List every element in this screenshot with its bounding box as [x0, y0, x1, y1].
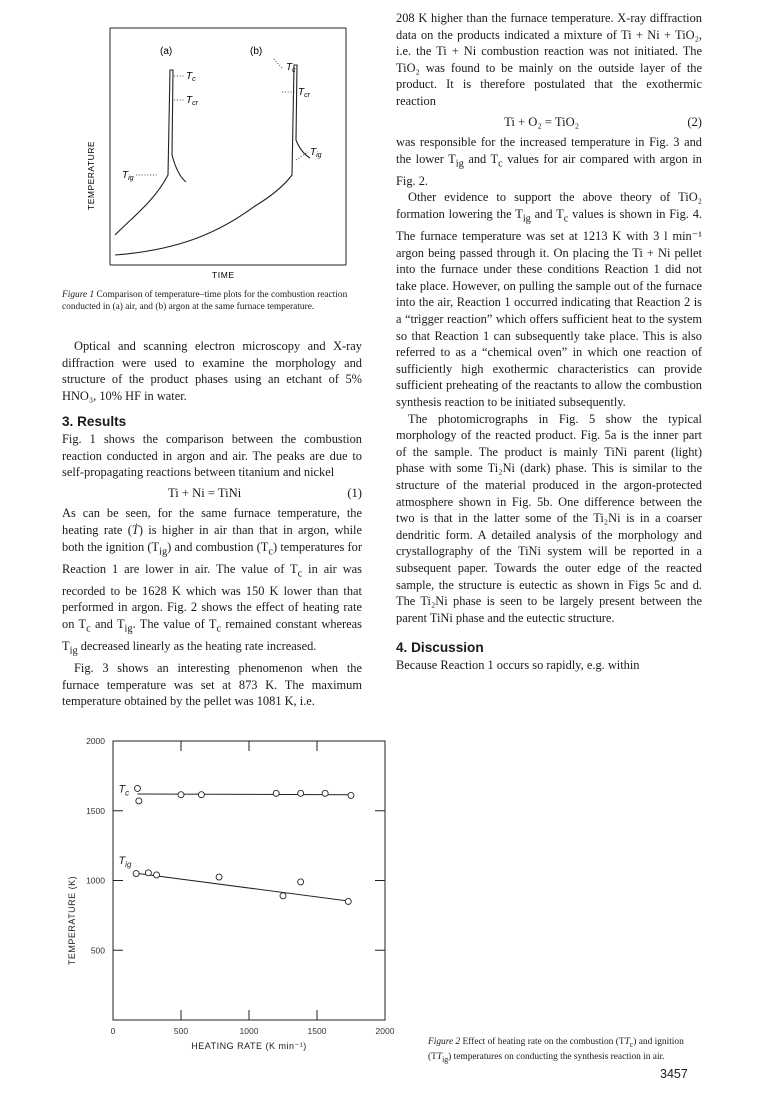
- figure-1: [60, 10, 360, 290]
- series-label-tc: $T_c$: [118, 783, 130, 798]
- data-point-tc: [322, 790, 328, 796]
- x-axis-label: HEATING RATE (K min⁻¹): [191, 1041, 307, 1051]
- data-point-tc: [178, 792, 184, 798]
- data-point-tig: [154, 872, 160, 878]
- figure-2-caption: Figure 2 Effect of heating rate on the combustion $(TT_c)$ and ignition $(TT_{ig})$ temperatures on conducting the synthesis reaction in air.: [428, 1037, 684, 1064]
- x-tick-label: 0: [110, 1026, 116, 1036]
- paragraph-r4: The photomicrographs in Fig. 5 show the typical morphology of the reacted product. Fig. 5a is the inner part of the sample. The product is mainly TiNi parent (light) phase with some Ti₂Ni (dark) phase. This is similar to the structure of the material produced in the argon-protected atmosphere shown in Fig. 5b. One difference between the two is that in the latter some of the Ti₂Ni is in a coarser dendritic form. A detailed analysis of the morphology and crystallography of the TiNi system will be reported in a subsequent paper. Towards the outer edge of the reacted sample, the structure is eutectic as shown in Figs 5c and d. The Ti₂Ni phase is seen to be largely present between the parent TiNi phase and the eutectic structure.: [396, 411, 702, 625]
- data-point-tig: [145, 870, 151, 876]
- fig1-tcr-b: $T_{cr}$: [298, 87, 310, 99]
- x-tick-label: 1000: [239, 1026, 259, 1036]
- paragraph-r5: Because Reaction 1 occurs so rapidly, e.g. within: [396, 657, 640, 672]
- figure-2-chart: [40, 735, 420, 1095]
- fig1-curve-air: [115, 70, 186, 235]
- fig1-tig-a: $T_{ig}$: [122, 170, 134, 182]
- x-tick-label: 500: [173, 1026, 189, 1036]
- plot-frame: [113, 741, 385, 1020]
- page-number: 3457: [660, 1067, 688, 1081]
- data-point-tc: [273, 790, 279, 796]
- x-tick-label: 1500: [307, 1026, 327, 1036]
- section-heading-results: 3. Results: [62, 414, 127, 430]
- y-tick-label: 500: [90, 945, 105, 956]
- data-point-tig: [133, 871, 139, 877]
- fig1-curve-argon: [115, 65, 310, 255]
- right-column: [396, 10, 702, 674]
- paragraph-results-1: Fig. 1 shows the comparison between the combustion reaction conducted in argon and air. The peaks are due to self-propagating reactions between titanium and nickel: [62, 431, 362, 480]
- equation-2: Ti + O₂ = TiO₂ (2): [504, 114, 702, 129]
- data-point-tc: [198, 792, 204, 798]
- y-tick-label: 1500: [86, 805, 105, 816]
- fig1-tc-b: $T_c$: [286, 62, 296, 74]
- equation-1: Ti + Ni = TiNi (1): [168, 485, 362, 500]
- paragraph-results-2: As can be seen, for the same furnace temperature, the heating rate (Ṫ) is higher in air than that in argon, while both the ignition $(T_{ig})$ and combustion $(T_c)$ temperatures for Reaction 1 are lower in air. The value of $T_c$ in air was recorded to be 1628 K which was 150 K lower than that performed in argon. Fig. 2 shows the effect of heating rate on $T_c$ and $T_{ig}$. The value of $T_c$ remained constant whereas $T_{ig}$ decreased linearly as the heating rate increased.: [62, 506, 363, 657]
- figure-1-caption: Figure 1 Comparison of temperature–time plots for the combustion reaction conducted in (a) air, and (b) argon at the same furnace temperature.: [62, 290, 348, 312]
- fig1-xlabel: TIME: [212, 270, 235, 280]
- paragraph-r1: 208 K higher than the furnace temperature. X-ray diffraction data on the products indicated a mixture of Ti + Ni + TiO₂, i.e. the Ti + Ni combustion reaction was not initiated. The TiO₂ was found to be mainly on the outside layer of the product. It is therefore postulated that the exothermic reaction: [396, 11, 702, 108]
- fit-line-tig: [133, 873, 351, 902]
- data-point-tig: [345, 898, 351, 904]
- fit-line-tc: [137, 794, 351, 795]
- paragraph-r2: was responsible for the increased temperature in Fig. 3 and the lower $T_{ig}$ and $T_c$ values for air compared with argon in Fig. 2.: [396, 135, 703, 188]
- y-axis-label: TEMPERATURE (K): [67, 875, 77, 966]
- y-tick-label: 2000: [86, 736, 105, 746]
- fig1-tcr-a: $T_{cr}$: [186, 95, 198, 107]
- left-column: [62, 338, 362, 710]
- paragraph-methods: Optical and scanning electron microscopy and X-ray diffraction were used to examine the morphology and structure of the product phases using an etchant of 5% HNO₃, 10% HF in water.: [62, 339, 362, 403]
- data-point-tig: [298, 879, 304, 885]
- data-point-tc: [348, 792, 354, 798]
- fig1-label-b: (b): [250, 46, 263, 57]
- data-point-tc: [298, 790, 304, 796]
- data-point-tc: [136, 798, 142, 804]
- data-point-tig: [280, 893, 286, 899]
- fig1-tc-a: $T_c$: [186, 71, 196, 83]
- series-label-tig: $T_{ig}$: [118, 854, 132, 869]
- fig1-label-a: (a): [160, 46, 173, 57]
- data-point-tc: [134, 785, 140, 791]
- data-point-tig: [216, 874, 222, 880]
- section-heading-discussion: 4. Discussion: [396, 640, 484, 656]
- y-tick-label: 1000: [86, 875, 105, 886]
- fig1-ylabel: TEMPERATURE: [86, 140, 96, 210]
- fig1-tig-b: $T_{ig}$: [310, 147, 322, 159]
- paragraph-r3: Other evidence to support the above theory of TiO₂ formation lowering the $T_{ig}$ and $T_c$ values is shown in Fig. 4. The furnace temperature was set at 1213 K with 3 l min⁻¹ argon being passed through it. On placing the Ti + Ni pellet into the furnace under these conditions Reaction 1 did not take place. However, on pulling the sample out of the furnace into the air, Reaction 1 occurred indicating that Reaction 2 is a “trigger reaction” which offers sufficient heat to the system so that Reaction 1 can subsequently take place. This is also referred to as a “chemical oven” in which one reaction of sufficiently high exothermic characteristics can provide sufficient preheating of the reactants to allow the combustion synthesis reaction to be initiated subsequently.: [396, 190, 702, 409]
- paragraph-results-3: Fig. 3 shows an interesting phenomenon when the furnace temperature was set at 873 K. The maximum temperature obtained by the pellet was 1081 K, i.e.: [62, 660, 362, 709]
- x-tick-label: 2000: [375, 1026, 395, 1036]
